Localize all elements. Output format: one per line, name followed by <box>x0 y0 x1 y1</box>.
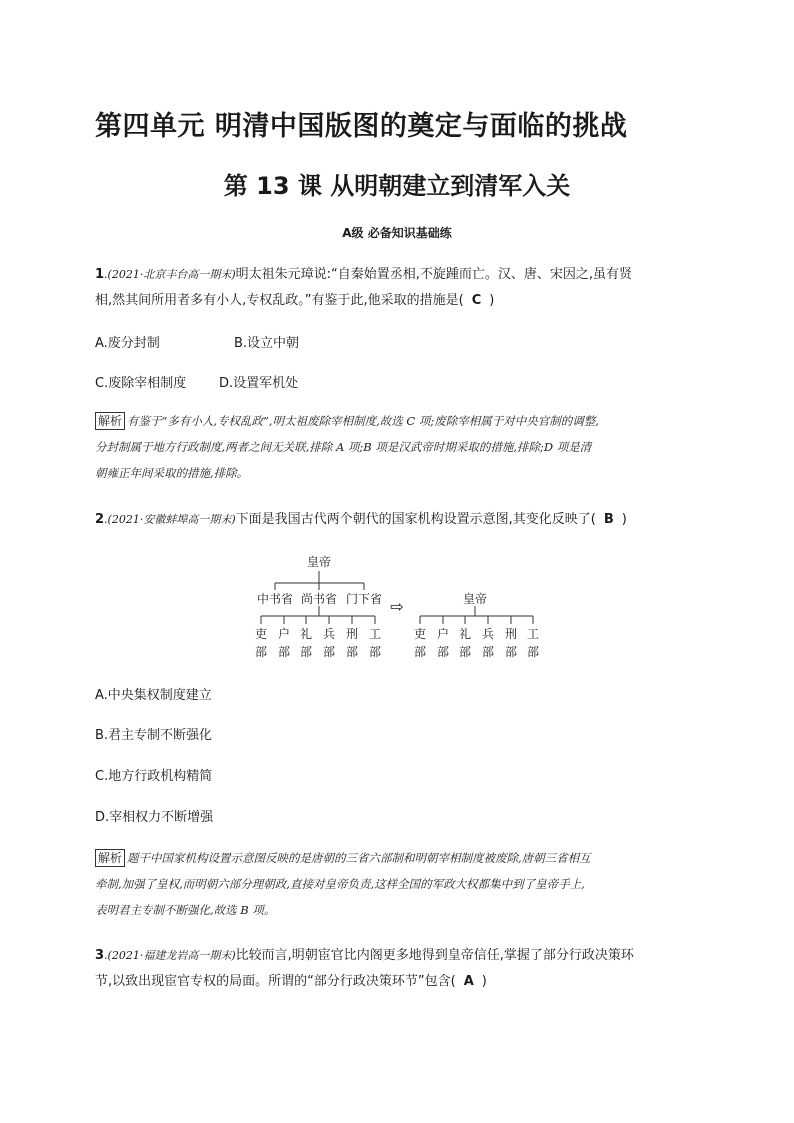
answer: A <box>463 974 474 989</box>
analysis-line: 牵制,加强了皇权,而明朝六部分理朝政,直接对皇帝负责,这样全国的军政大权都集中到了皇帝手上, <box>95 877 585 891</box>
option-b: B.设立中朝 <box>234 336 300 351</box>
question-1-line-2 <box>95 288 699 314</box>
option-c: C.废除宰相制度 <box>95 376 187 391</box>
ministry-char: 部 <box>277 645 291 659</box>
question-2-line-1 <box>95 507 699 533</box>
ministry-char: 吏 <box>413 627 427 641</box>
ministry-char: 户 <box>277 627 291 641</box>
question-text: 比较而言,明朝宦官比内阁更多地得到皇帝信任,掌握了部分行政决策环 <box>235 948 634 963</box>
question-3-line-2 <box>95 969 699 995</box>
ministry-char: 刑 <box>345 627 359 641</box>
analysis-line: 解析 题干中国家机构设置示意图反映的是唐朝的三省六部制和明朝宰相制度被废除,唐朝三省相互 <box>95 845 699 871</box>
analysis-line: 解析 有鉴于“多有小人,专权乱政”,明太祖废除宰相制度,故选 C 项;废除宰相属于对中央官制的调整, <box>95 408 699 434</box>
bracket-close: ) <box>481 974 487 989</box>
option-d: D.宰相权力不断增强 <box>95 810 214 825</box>
question-number: 1 <box>95 267 105 282</box>
ministry-char: 部 <box>368 645 382 659</box>
option-d: D.设置军机处 <box>219 376 299 391</box>
question-number: 3 <box>95 948 105 963</box>
question-1 <box>95 262 699 314</box>
analysis-1 <box>95 408 699 486</box>
unit-title: 第四单元 明清中国版图的奠定与面临的挑战 <box>95 111 628 142</box>
ministry-char: 刑 <box>504 627 518 641</box>
ministry-char: 部 <box>481 645 495 659</box>
ministry-char: 部 <box>413 645 427 659</box>
ministry-char: 户 <box>436 627 450 641</box>
ministry-char: 工 <box>368 627 382 641</box>
department-shangshu: 尚书省 <box>300 592 338 606</box>
question-source: .(2021·福建龙岩高一期末) <box>104 949 236 962</box>
question-1-line-1 <box>95 262 699 288</box>
analysis-2 <box>95 845 699 923</box>
bracket-close: ) <box>621 512 627 527</box>
ministry-char: 部 <box>254 645 268 659</box>
analysis-tag: 解析 <box>95 849 125 867</box>
department-zhongshu: 中书省 <box>256 592 294 606</box>
option-b: B.君主专制不断强化 <box>95 728 213 743</box>
emperor-label-left: 皇帝 <box>306 555 332 569</box>
bracket-close: ) <box>489 293 495 308</box>
ministry-char: 礼 <box>458 627 472 641</box>
ministry-char: 兵 <box>322 627 336 641</box>
ministry-char: 部 <box>345 645 359 659</box>
ministry-char: 部 <box>299 645 313 659</box>
question-text: 明太祖朱元璋说:“自秦始置丞相,不旋踵而亡。汉、唐、宋因之,虽有贤 <box>235 267 633 282</box>
ministry-char: 工 <box>526 627 540 641</box>
ministry-char: 部 <box>526 645 540 659</box>
question-source: .(2021·北京丰台高一期末) <box>104 268 236 281</box>
lesson-title: 第 13 课 从明朝建立到清军入关 <box>223 172 571 200</box>
ministry-char: 吏 <box>254 627 268 641</box>
analysis-line: 表明君主专制不断强化,故选 B 项。 <box>95 903 276 917</box>
option-a: A.中央集权制度建立 <box>95 688 212 703</box>
ministry-char: 部 <box>504 645 518 659</box>
department-menxia: 门下省 <box>345 592 383 606</box>
analysis-line: 朝雍正年间采取的措施,排除。 <box>95 466 249 480</box>
option-c: C.地方行政机构精简 <box>95 769 213 784</box>
government-structure-diagram <box>250 550 550 660</box>
option-a: A.废分封制 <box>95 336 160 351</box>
ministry-char: 礼 <box>299 627 313 641</box>
right-arrow-icon: ⇨ <box>390 597 404 616</box>
question-2 <box>95 507 699 533</box>
analysis-tag: 解析 <box>95 412 125 430</box>
ministry-char: 部 <box>436 645 450 659</box>
ministry-char: 兵 <box>481 627 495 641</box>
analysis-line: 分封制属于地方行政制度,两者之间无关联,排除 A 项;B 项是汉武帝时期采取的措施,排除;D 项是清 <box>95 440 592 454</box>
question-number: 2 <box>95 512 105 527</box>
ministry-char: 部 <box>458 645 472 659</box>
question-text: 节,以致出现宦官专权的局面。所谓的“部分行政决策环节”包含( <box>95 974 456 989</box>
answer: B <box>603 512 614 527</box>
question-text: 相,然其间所用者多有小人,专权乱政。”有鉴于此,他采取的措施是( <box>95 293 464 308</box>
question-source: .(2021·安徽蚌埠高一期末) <box>104 513 236 526</box>
answer: C <box>471 293 482 308</box>
level-title: A级 必备知识基础练 <box>342 226 452 240</box>
ministry-char: 部 <box>322 645 336 659</box>
question-3 <box>95 943 699 995</box>
emperor-label-right: 皇帝 <box>462 592 488 606</box>
question-text: 下面是我国古代两个朝代的国家机构设置示意图,其变化反映了( <box>235 512 596 527</box>
question-3-line-1 <box>95 943 699 969</box>
